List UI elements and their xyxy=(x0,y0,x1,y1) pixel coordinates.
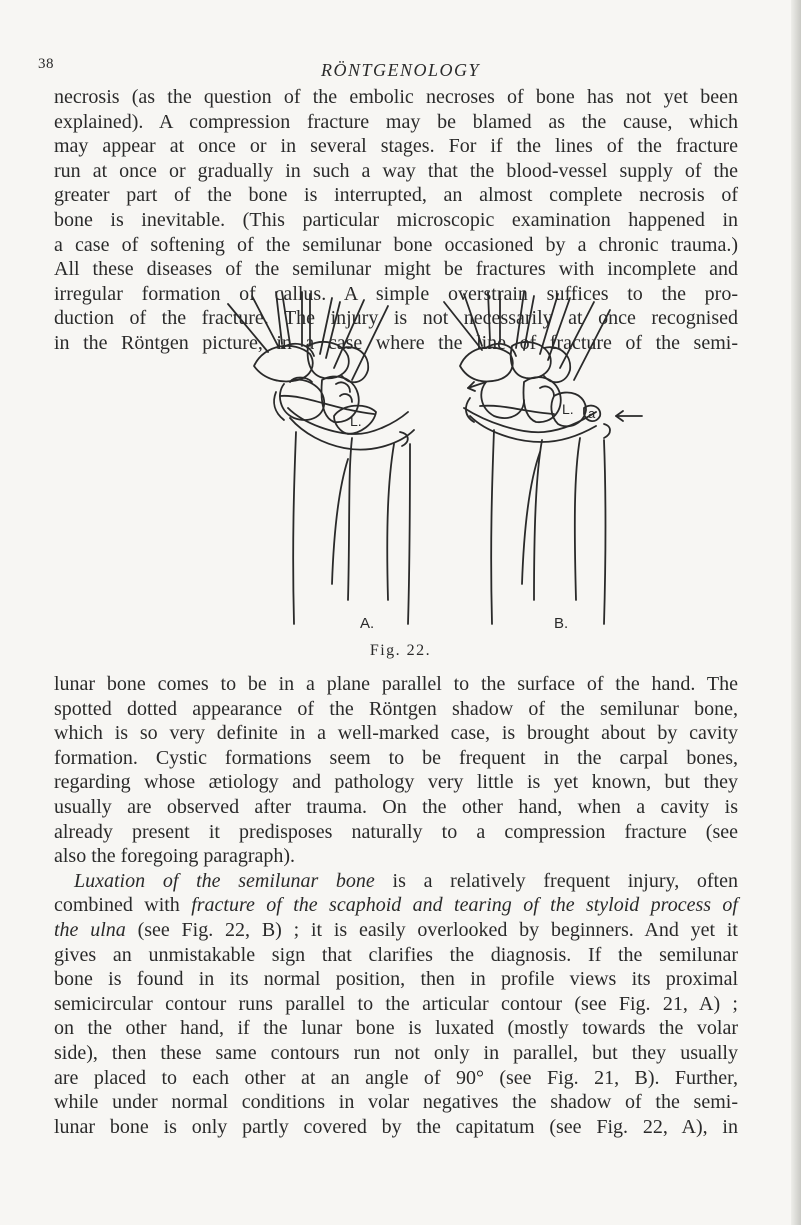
text-line: usually are observed after trauma. On the other hand, when a cavity is xyxy=(54,795,738,818)
panel-a-lunate-label: L. xyxy=(350,413,362,429)
text-line: bone is found in its normal position, then in profile views its proximal xyxy=(54,968,738,991)
text-line: already present it predisposes naturally to a compression fracture (see xyxy=(54,820,738,843)
text-line: greater part of the bone is interrupted, an almost complete necrosis of xyxy=(54,184,738,207)
panel-a-drawing xyxy=(228,292,414,624)
italic-phrase: the ulna xyxy=(54,918,126,941)
text-line: run at once or gradually in such a way that the blood-vessel supply of the xyxy=(54,159,738,182)
text-line: formation. Cystic formations seem to be frequent in the carpal bones, xyxy=(54,746,738,769)
text-line-mixed xyxy=(54,918,738,943)
text-line: spotted dotted appearance of the Röntgen shadow of the semilunar bone, xyxy=(54,697,738,720)
text-line: also the foregoing paragraph). xyxy=(54,845,296,868)
text-line: gives an unmistakable sign that clarifies the diagnosis. If the semilunar xyxy=(54,943,738,966)
scaphoid-label: a xyxy=(588,406,596,421)
text-run: combined with xyxy=(54,894,192,917)
running-head: RÖNTGENOLOGY xyxy=(320,60,481,80)
text-line: duction of the fracture. The injury is not necessarily at once recognised xyxy=(54,307,738,330)
text-line: in the Röntgen picture, in a case where the line of fracture of the semi- xyxy=(54,331,738,354)
text-line: lunar bone comes to be in a plane parallel to the surface of the hand. The xyxy=(54,673,738,695)
panel-b-label: B. xyxy=(554,615,569,632)
text-line: on the other hand, if the lunar bone is luxated (mostly towards the volar xyxy=(54,1017,738,1040)
paragraph-bottom xyxy=(54,672,738,1139)
text-line: side), then these same contours run not only in parallel, but they usually xyxy=(54,1041,738,1064)
text-line: are placed to each other at an angle of 90° (see Fig. 21, B). Further, xyxy=(54,1066,738,1089)
page-edge xyxy=(791,0,801,1225)
panel-b-lunate-label: L. xyxy=(562,401,574,417)
text-line: semicircular contour runs parallel to the articular contour (see Fig. 21, A) ; xyxy=(54,992,738,1015)
page-number: 38 xyxy=(38,56,54,72)
text-line: explained). A compression fracture may be blamed as the cause, which xyxy=(54,110,738,133)
text-line: bone is inevitable. (This particular microscopic examination happened in xyxy=(54,208,738,231)
figure-caption: Fig. 22. xyxy=(369,642,432,659)
text-line: a case of softening of the semilunar bone occasioned by a chronic trauma.) xyxy=(54,233,738,256)
italic-phrase: fracture of the scaphoid and tearing of the styloid process of xyxy=(191,894,738,917)
text-line: may appear at once or in several stages. For if the lines of the fracture xyxy=(54,135,738,158)
text-line-mixed xyxy=(54,893,738,918)
text-line: lunar bone is only partly covered by the capitatum (see Fig. 22, A), in xyxy=(54,1115,738,1138)
text-line: irregular formation of callus. A simple overstrain suffices to the pro- xyxy=(54,282,738,305)
panel-a-label: A. xyxy=(360,615,375,632)
panel-b-drawing xyxy=(444,292,642,624)
italic-phrase: Luxation of the semilunar bone xyxy=(74,869,375,892)
text-line: regarding whose ætiology and pathology very little is yet known, but they xyxy=(54,771,738,794)
text-line: All these diseases of the semilunar might be fractures with incomplete and xyxy=(54,258,738,281)
text-run: (see Fig. 22, B) ; it is easily overlooked by beginners. And yet it xyxy=(125,918,738,941)
text-run: is a relatively frequent injury, often xyxy=(374,869,738,892)
text-line: necrosis (as the question of the embolic necroses of bone has not yet been xyxy=(54,86,738,108)
text-line: while under normal conditions in volar negatives the shadow of the semi- xyxy=(54,1091,738,1114)
figure-22-wrist-diagram xyxy=(224,284,664,642)
text-line: which is so very definite in a well-marked case, is brought about by cavity xyxy=(54,722,738,745)
text-line-mixed xyxy=(54,869,738,894)
